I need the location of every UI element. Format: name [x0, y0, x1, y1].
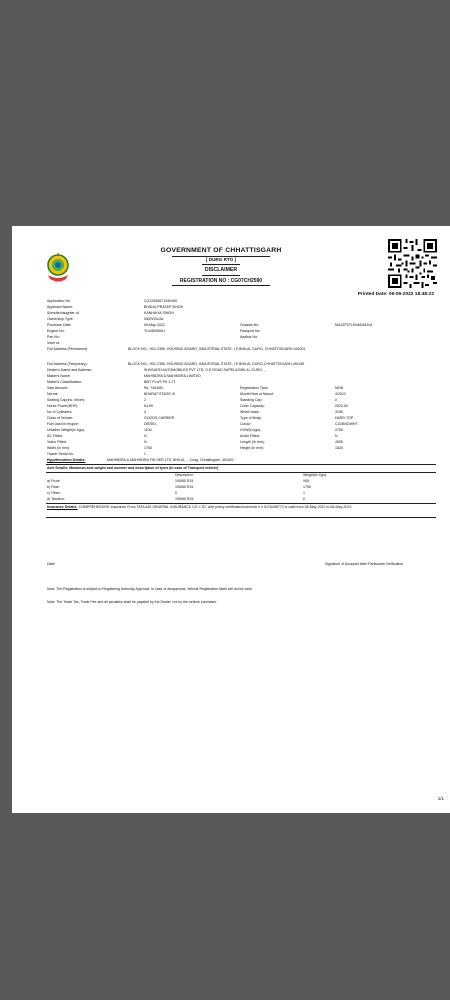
insurance-label: Insurance Details:: [47, 505, 78, 509]
axle-details-title: Axle Details: Maximum axle weight and number and description of tyres (In case of Transport vehicle): [47, 466, 219, 470]
field-label: Owner Serial No:: [47, 452, 75, 456]
registration-number: REGISTRATION NO : CG07CH2590: [179, 278, 263, 284]
field-value: C1DBNDWHT: [335, 422, 358, 426]
field-label: Purchase Date:: [47, 323, 72, 327]
permanent-address: BLOCK NO:- HIG-2355, HOUSING BOARD, INDUSTRIAL STATE, I E BHILAI, DURG, CHHATTISGARH-491001: [128, 347, 306, 351]
axle-weight-header: Weight(in Kgs):: [303, 473, 328, 477]
field-value: 64.99: [144, 404, 153, 408]
field-value: 2700: [335, 428, 343, 432]
field-value: 0: [335, 398, 337, 402]
axle-row-description: 195/80 R15: [175, 479, 194, 483]
field-value: BHANU PRATAP SINGH: [144, 305, 184, 309]
note-trade-tax: Note: The Trade Tax, Trade Fee and all penalties shall be payable by the Dealer, not by the vehicle purchaser.: [47, 600, 218, 604]
divider: [46, 464, 436, 465]
field-value: 3150: [335, 410, 343, 414]
field-value: TLN4D90001: [144, 329, 166, 333]
field-value: 4905: [335, 440, 343, 444]
field-value: KANHAIYA SINGH: [144, 311, 174, 315]
divider: [46, 517, 436, 518]
field-label: Application No:: [47, 299, 71, 303]
field-label: Standing Cap:: [240, 398, 263, 402]
axle-row-weight: 1: [303, 491, 305, 495]
government-title: GOVERNMENT OF CHHATTISGARH: [160, 247, 282, 254]
date-label: Date:: [47, 562, 56, 566]
field-value: N: [335, 434, 338, 438]
axle-row-label: d) Tandem:: [47, 497, 65, 501]
state-emblem-icon: [45, 251, 71, 284]
field-label: Height (in mm):: [240, 446, 265, 450]
field-label: Maker's Classification:: [47, 380, 83, 384]
field-label: Aadhar No:: [240, 335, 258, 339]
insurance-details: [47, 505, 437, 509]
field-value: NEW: [335, 386, 344, 390]
field-label: Full Address (Permanent):: [47, 347, 89, 351]
hypothecation-label: Hypothecation Details:: [47, 458, 86, 462]
field-value: HARD TOP: [335, 416, 354, 420]
rto-name: [ DURG RTO ]: [205, 257, 237, 262]
page-number: 1/1: [437, 796, 444, 801]
axle-row-description: 0: [175, 491, 177, 495]
field-value: CG22050671349405: [144, 299, 177, 303]
field-value: 2523.00: [335, 404, 348, 408]
signature-label: Signature of Acceptor After Particulars Verification: [325, 562, 404, 566]
field-value: 1100: [144, 428, 152, 432]
field-label: AC Fitted:: [47, 434, 63, 438]
field-label: Wheel base:: [240, 410, 260, 414]
field-label: Ownership Type:: [47, 317, 74, 321]
field-label: Applicant Name:: [47, 305, 74, 309]
field-label: Type of Body:: [240, 416, 262, 420]
axle-row-label: b) Rear:: [47, 485, 60, 489]
field-label: Month/Year of Manuf:: [240, 392, 274, 396]
field-label: Chassis No:: [240, 323, 260, 327]
field-label: Sale Amount:: [47, 386, 69, 390]
divider: [46, 503, 436, 504]
field-value: 1: [144, 452, 146, 456]
axle-row-weight: 0: [303, 497, 305, 501]
field-label: Pan No:: [47, 335, 60, 339]
field-value: 4: [144, 410, 146, 414]
field-label: Passport No:: [240, 329, 261, 333]
field-label: Registration Type:: [240, 386, 269, 390]
field-label: Dealer's Name and Address:: [47, 368, 93, 372]
document-page: [12, 226, 450, 813]
disclaimer-title: DISCLAIMER: [204, 267, 238, 273]
field-value: 1820: [335, 446, 343, 450]
axle-row-description: 195/80 R15: [175, 497, 194, 501]
note-registration: Note: The Registration is subject to Registering Authority Approval. In case of disapproval, Vehicle Registration Mark will not be valid.: [47, 587, 253, 591]
field-value: MAHINDRA & MAHINDRA LIMITED: [144, 374, 201, 378]
field-value: SHIVNATH AUTOMOBILES PVT LTD, G.E ROAD SUPELA BHILAI, DURG, , ,: [144, 368, 267, 372]
field-value: 1700: [144, 446, 152, 450]
insurance-value: COMPREHENSIVE Insurance From TATA AIG GENERAL INSURANCE CO. LTD. vide policy certificate/covernote n o 0176405772 is valid from 06-May-2022 to 06-May-2023: [78, 505, 352, 509]
printed-date: Printed Date: 06-05-2022 18:48:22: [357, 292, 434, 297]
field-label: Audio Fitted:: [240, 434, 260, 438]
field-value: N: [144, 440, 147, 444]
hypothecation-value: MAHINDRA & MAHINDRA FIN SER LTD, BHILAI, , , Durg, Chhattisgarh, 491001: [107, 458, 234, 462]
field-label: Length (in mm):: [240, 440, 265, 444]
field-label: Class of Vehicle:: [47, 416, 74, 420]
axle-row-description: 195/80 R15: [175, 485, 194, 489]
field-label: Cubic Capacity:: [240, 404, 265, 408]
field-value: GOODS CARRIER: [144, 416, 175, 420]
divider: [46, 472, 436, 473]
qr-code-icon: [388, 239, 437, 288]
field-value: Rs. 740400/-: [144, 386, 165, 390]
field-value: MA1ZP2TLKN6D46104: [335, 323, 373, 327]
field-label: Colour:: [240, 422, 252, 426]
axle-row-weight: 945: [303, 479, 309, 483]
divider: [172, 285, 270, 286]
field-label: Engine No:: [47, 329, 65, 333]
field-label: GVW(in kgs):: [240, 428, 262, 432]
field-value: DIESEL: [144, 422, 157, 426]
axle-row-label: c) Other:: [47, 491, 61, 495]
field-label: Width (in mm):: [47, 446, 71, 450]
divider: [202, 264, 240, 265]
field-value: 2: [144, 398, 146, 402]
axle-row-weight: 1755: [303, 485, 311, 489]
temporary-address: BLOCK NO:- HIG-2355, HOUSING BOARD, INDUSTRIAL STATE, I E BHILAI, DURG-CHHATTISGARH-491001: [128, 362, 305, 366]
field-value: INDIVIDUAL: [144, 317, 164, 321]
field-label: No of Cylinders:: [47, 410, 73, 414]
field-value: BHARAT STAGE VI: [144, 392, 176, 396]
field-label: Video Fitted:: [47, 440, 67, 444]
field-value: 4/2022: [335, 392, 346, 396]
field-value: N: [144, 434, 147, 438]
axle-description-header: Description:: [175, 473, 194, 477]
field-value: 06-May-2022: [144, 323, 165, 327]
divider: [202, 275, 240, 276]
field-label: Maker's Name:: [47, 374, 71, 378]
field-label: Fuel used in engine:: [47, 422, 79, 426]
field-label: Full Address (Temporary):: [47, 362, 88, 366]
field-label: Seating Cap(inc. driver):: [47, 398, 86, 402]
field-value: BMT PLUS PS 1.2T: [144, 380, 176, 384]
axle-row-label: a) Front:: [47, 479, 61, 483]
field-label: Horse Power(BHP):: [47, 404, 79, 408]
field-label: Voter Id:: [47, 341, 61, 345]
field-label: Norms:: [47, 392, 59, 396]
field-label: Unladen Weight(in kgs):: [47, 428, 85, 432]
field-label: Sonwife/daughter of:: [47, 311, 80, 315]
